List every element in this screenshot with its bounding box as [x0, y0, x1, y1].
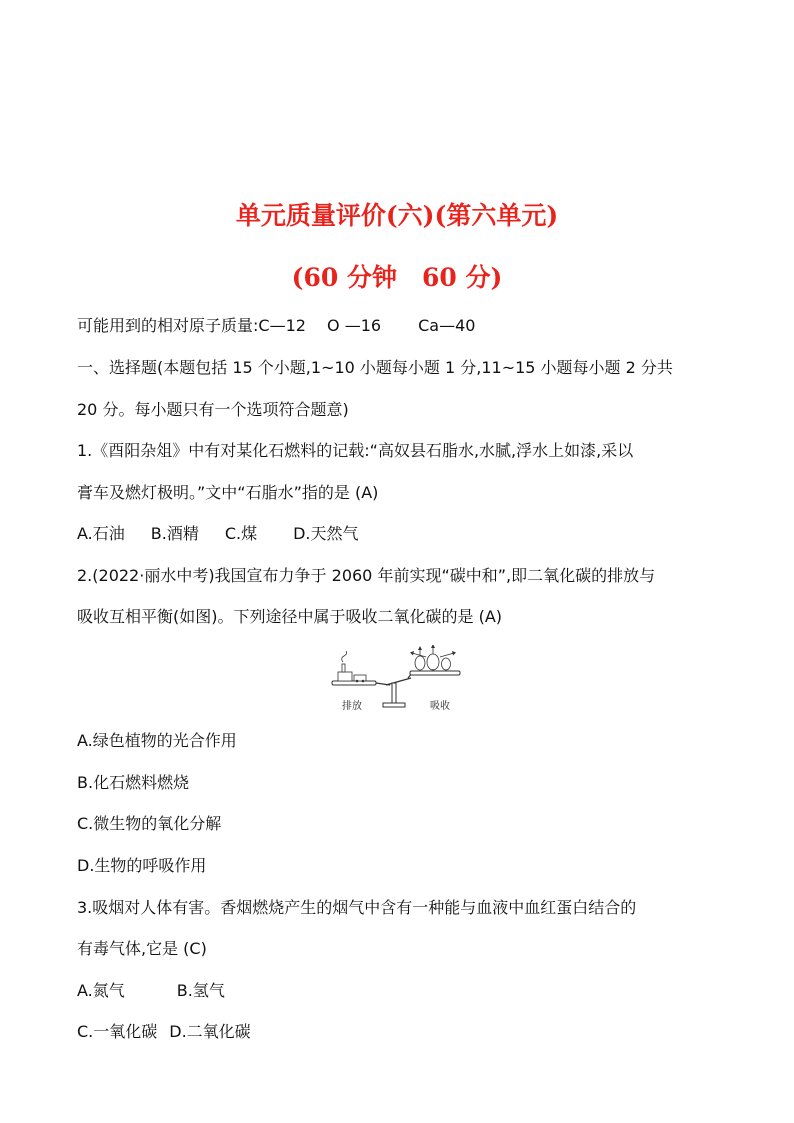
question-2-line1: 2.(2022·丽水中考)我国宣布力争于 2060 年前实现“碳中和”,即二氧化碳的排放与	[77, 566, 656, 585]
figure-label-absorption: 吸收	[430, 701, 450, 712]
section-1-instructions-line2: 20 分。每小题只有一个选项符合题意)	[77, 400, 349, 419]
q2-option-d: D.生物的呼吸作用	[77, 856, 207, 875]
figure-label-emission: 排放	[342, 701, 362, 712]
q2-option-c: C.微生物的氧化分解	[77, 814, 222, 833]
section-1-instructions-line1: 一、选择题(本题包括 15 个小题,1~10 小题每小题 1 分,11~15 小题每小题 2 分共	[77, 358, 673, 377]
q3-option-d: D.二氧化碳	[169, 1022, 251, 1041]
question-3-options-row2	[77, 1022, 727, 1042]
question-3-line2: 有毒气体,它是 (C)	[77, 939, 207, 958]
q1-option-b: B.酒精	[150, 524, 199, 543]
q2-option-b: B.化石燃料燃烧	[77, 773, 190, 792]
question-1-options	[77, 524, 727, 544]
q3-option-c: C.一氧化碳	[77, 1022, 158, 1041]
q1-option-c: C.煤	[224, 524, 258, 543]
page-title: 单元质量评价(六)(第六单元)	[235, 201, 559, 230]
q3-option-b: B.氢气	[176, 981, 225, 1000]
question-3-line1: 3.吸烟对人体有害。香烟燃烧产生的烟气中含有一种能与血液中血红蛋白结合的	[77, 898, 637, 917]
q2-option-a: A.绿色植物的光合作用	[77, 731, 237, 750]
question-2-line2: 吸收互相平衡(如图)。下列途径中属于吸收二氧化碳的是 (A)	[77, 607, 503, 626]
atomic-masses: 可能用到的相对原子质量:C—12 O —16 Ca—40	[77, 316, 476, 335]
question-1-line2: 膏车及燃灯极明。”文中“石脂水”指的是 (A)	[77, 483, 379, 502]
q3-option-a: A.氮气	[77, 981, 125, 1000]
page-subtitle: (60 分钟 60 分)	[291, 263, 503, 292]
q1-option-a: A.石油	[77, 524, 125, 543]
carbon-balance-figure	[330, 645, 465, 715]
q1-option-d: D.天然气	[293, 524, 359, 543]
question-1-line1: 1.《酉阳杂俎》中有对某化石燃料的记载:“高奴县石脂水,水腻,浮水上如漆,采以	[77, 441, 634, 460]
question-3-options-row1	[77, 981, 727, 1001]
